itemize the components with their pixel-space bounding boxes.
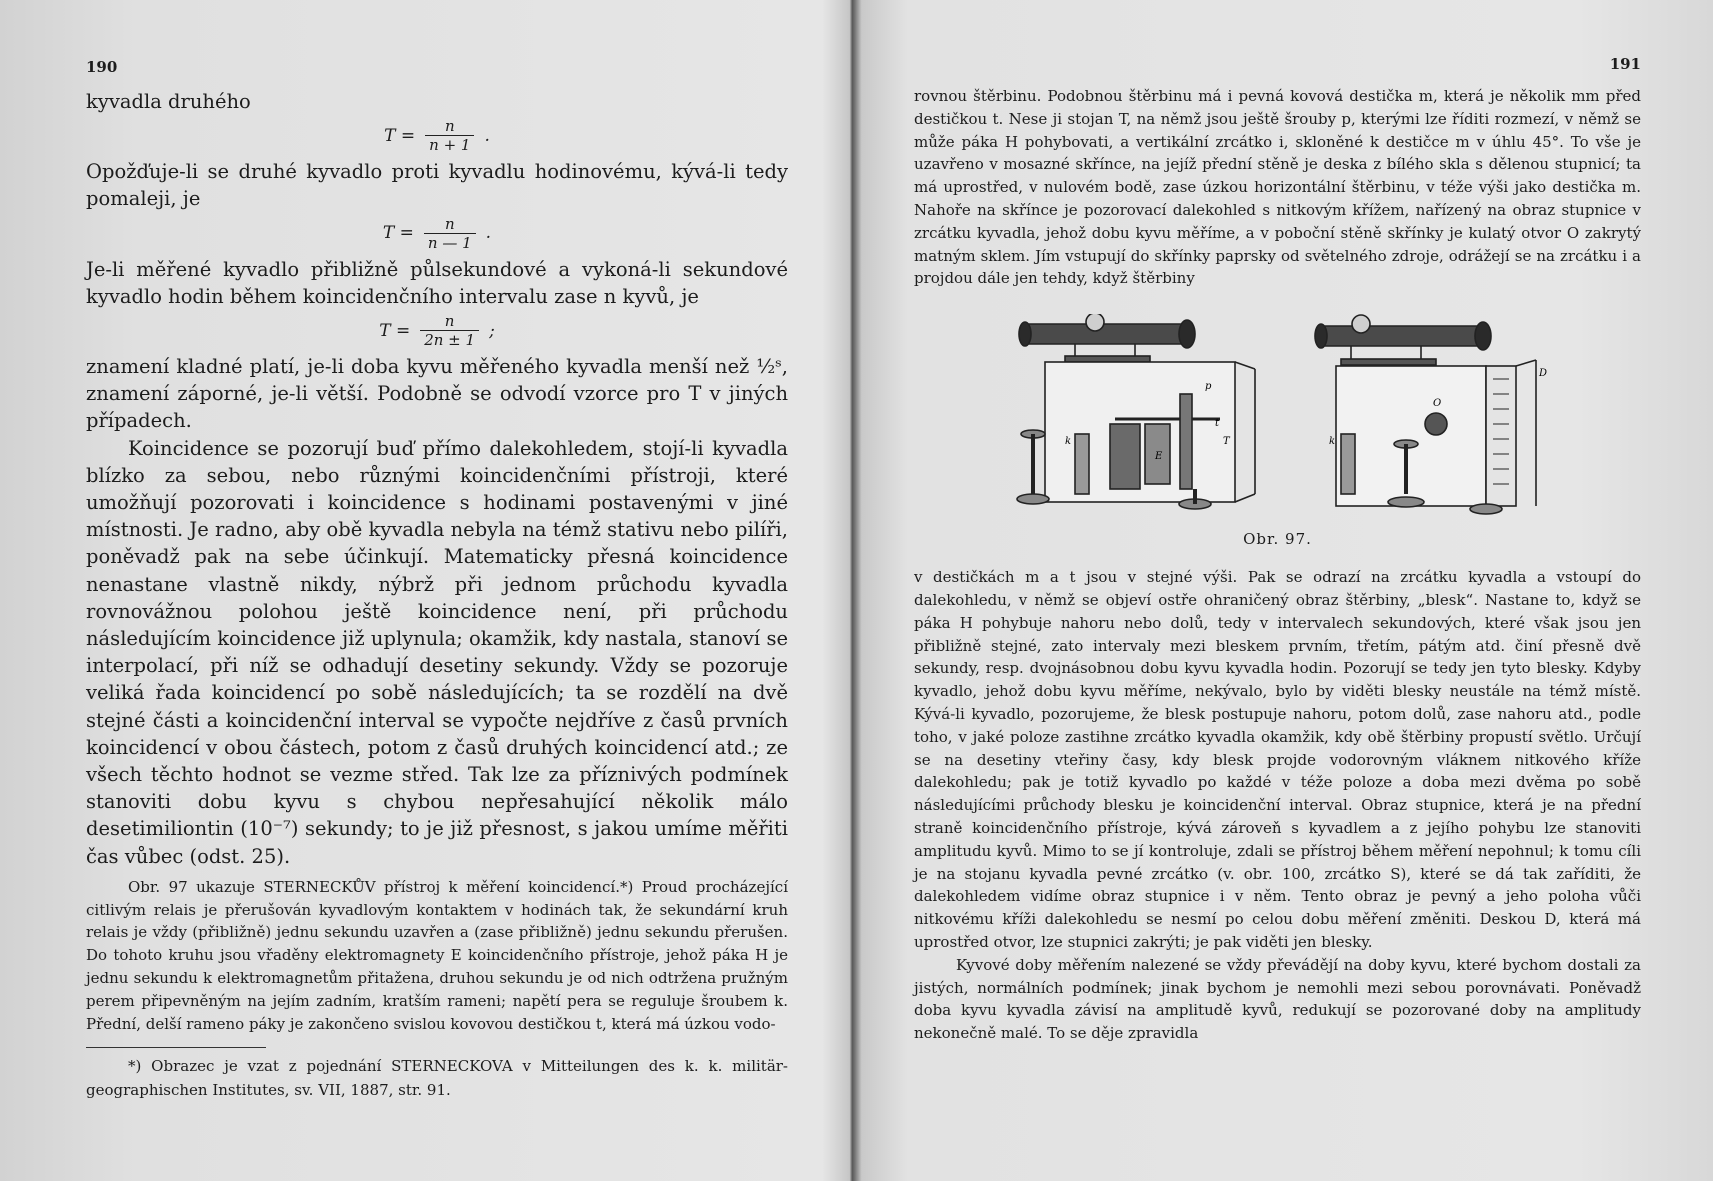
paragraph-small: Kyvové doby měřením nalezené se vždy převádějí na doby kyvu, které bychom dostali za jistých, normálních podmínek; jinak bychom je nemohli mezi sebou porovnávati. Poněvadž doba kyvu kyvadla závisí na amplitudě kyvů, redukují se pozorované doby na amplitudy nekonečně malé. To se děje zpravidla	[914, 955, 1641, 1043]
fig-label-O: O	[1432, 398, 1441, 410]
fraction	[425, 117, 474, 154]
paragraph-small: v destičkách m a t jsou v stejné výši. Pak se odrazí na zrcátku kyvadla a vstoupí do dalekohledu, v němž se objeví ostře ohraničený obraz štěrbiny, „blesk“. Nastane to, když se páka H pohybuje nahoru nebo dolů, tedy v intervalech sekundových, které však jsou jen přibližně stejné, zato intervaly mezi bleskem prvním, třetím, pátým atd. činí přesně dvě sekundy, resp. dvojnásobnou dobu kyvu kyvadla hodin. Pozorují se tedy jen tyto blesky. Kdyby kyvadlo, jehož dobu kyvu měříme, nekývalo, bylo by viděti blesky neustále na témž místě. Kývá-li kyvadlo, pozorujeme, že blesk postupuje nahoru, potom dolů, zase nahoru atd., podle toho, v jaké poloze zastihne zrcátko kyvadla okamžik, kdy obě štěrbiny propustí světlo. Určují se na desetiny vteřiny časy, kdy blesk projde vodorovným vláknem nitkového kříže dalekohledu; pak je totiž kyvadlo po každé v téže poloze a doba mezi dvěma po sobě následujícími průchody blesku je koincidenční interval. Obraz stupnice, která je na přední straně koincidenčního přístroje, kývá zároveň s kyvadlem a z jejího pohybu lze stanoviti amplitudu kyvů. Mimo to se jí kontroluje, zdali se přístroj během měření nepohnul; k tomu cíli je na stojanu kyvadla pevné zrcátko (v. obr. 100, zrcátko S), které se dá tak zaříditi, že dalekohledem vidíme obraz stupnice i v něm. Tento obraz je pevný a jeho poloha vůči nitkovému kříži dalekohledu se nesmí po celou dobu měření změniti. Deskou D, která má uprostřed otvor, lze stupnici zakrýti; je pak viděti jen blesky.	[914, 568, 1641, 951]
formula-punct: ;	[489, 320, 495, 341]
fraction	[420, 312, 479, 349]
fig-label-T: T	[1222, 436, 1230, 448]
formula-lhs: T =	[379, 320, 411, 341]
formula-lhs: T =	[382, 223, 414, 244]
paragraph-small: rovnou štěrbinu. Podobnou štěrbinu má i pevná kovová destička m, která je několik mm před destičkou t. Nese ji stojan T, na němž jsou ještě šrouby p, kterými lze říditi rozmezí, v němž se může páka H pohybovati, a vertikální zrcátko i, skloněné k destičce m v úhlu 45°. To vše je uzavřeno v mosazné skřínce, na jejíž přední stěně je deska z bílého skla s dělenou stupnicí; ta má uprostřed, v nulovém bodě, zase úzkou horizontální štěrbinu, v téže výši jako destička m. Nahoře na skřínce je pozorovací dalekohled s nitkovým křížem, nařízený na obraz stupnice v zrcátku kyvadla, jehož dobu kyvu měříme, a v poboční stěně skřínky je kulatý otvor O zakrytý matným sklem. Jím vstupují do skřínky paprsky od světelného zdroje, odrážejí se na zrcátku i a projdou dále jen tehdy, když štěrbiny	[914, 87, 1641, 288]
left-page	[0, 0, 852, 1181]
paragraph: Je-li měřené kyvadlo přibližně půlsekundové a vykoná-li sekundové kyvadlo hodin během koincidenčního intervalu zase n kyvů, je	[86, 257, 788, 308]
fig-label-k: k	[1328, 436, 1335, 448]
formula-punct: .	[484, 125, 490, 146]
fraction-numerator: n	[444, 214, 455, 233]
fraction-denominator: n — 1	[424, 233, 476, 252]
fig-label-t: t	[1214, 418, 1219, 430]
fraction-denominator: n + 1	[425, 135, 474, 154]
formula-lhs: T =	[384, 125, 416, 146]
paragraph: Opožďuje-li se druhé kyvadlo proti kyvadlu hodinovému, kývá-li tedy pomaleji, je	[86, 160, 788, 211]
fraction-numerator: n	[444, 312, 455, 331]
page-number: 191	[1609, 55, 1641, 73]
footnote-rule	[86, 1047, 266, 1048]
right-page	[858, 0, 1713, 1181]
intro-text: kyvadla druhého	[86, 90, 251, 113]
fig-label-p: p	[1204, 381, 1211, 393]
fraction-numerator: n	[444, 117, 455, 136]
paragraph: znamení kladné platí, je-li doba kyvu měřeného kyvadla menší než ½ˢ, znamení záporné, je-li větší. Podobně se odvodí vzorce pro T v jiných případech.	[86, 355, 788, 433]
formula	[86, 312, 788, 349]
page-number: 190	[86, 58, 118, 76]
formula-punct: .	[485, 223, 492, 244]
fraction-denominator: 2n ± 1	[420, 330, 479, 349]
footnote: *) Obrazec je vzat z pojednání STERNECKOVA v Mitteilungen des k. k. militär-geographischen Institutes, sv. VII, 1887, str. 91.	[86, 1057, 788, 1100]
apparatus-open-illustration	[1005, 314, 1275, 524]
figure-caption: Obr. 97.	[1243, 530, 1312, 549]
fig-label-k: k	[1064, 436, 1071, 448]
formula	[86, 215, 788, 252]
figure-apparatus	[914, 314, 1641, 524]
apparatus-closed-illustration	[1311, 314, 1551, 524]
paragraph-small: Obr. 97 ukazuje STERNECKŮV přístroj k měření koincidencí.*) Proud procházející citlivým relais je přerušován kyvadlovým kontaktem v hodinách tak, že sekundární kruh relais je vždy (přibližně) jednu sekundu uzavřen a (zase přibližně) jednu sekundu přerušen. Do tohoto kruhu jsou vřaděny elektromagnety E koincidenčního přístroje, jehož páka H je jednu sekundu k elektromagnetům přitažena, druhou sekundu je od nich odtržena pružným perem připevněným na jejím zadním, kratším rameni; napětí pera se reguluje šroubem k. Přední, delší rameno páky je zakončeno svislou kovovou destičkou t, která má úzkou vodo-	[86, 877, 788, 1033]
fig-label-E: E	[1154, 451, 1162, 463]
formula	[86, 117, 788, 154]
paragraph: Koincidence se pozorují buď přímo dalekohledem, stojí-li kyvadla blízko za sebou, nebo různými koincidenčními přístroji, které umožňují pozorovati i koincidence s hodinami postavenými v jiné místnosti. Je radno, aby obě kyvadla nebyla na témž stativu nebo pilíři, poněvadž pak na sebe účinkují. Matematicky přesná koincidence nenastane vlastně nikdy, nýbrž při jednom průchodu kyvadla rovnovážnou polohou ještě koincidence není, při průchodu následujícím koincidence již uplynula; okamžik, kdy nastala, stanoví se interpolací, při níž se odhadují desetiny sekundy. Vždy se pozoruje veliká řada koincidencí po sobě následujících; ta se rozdělí na dvě stejné části a koincidenční interval se vypočte nejdříve z časů prvních koincidencí v obou částech, potom z časů druhých koincidencí atd.; ze všech těchto hodnot se vezme střed. Tak lze za příznivých podmínek stanoviti dobu kyvu s chybou nepřesahující několik málo desetimiliontin (10⁻⁷) sekundy; to je již přesnost, s jakou umíme měřiti čas vůbec (odst. 25).	[86, 436, 788, 868]
fraction	[424, 215, 476, 252]
fig-label-D: D	[1538, 368, 1547, 380]
